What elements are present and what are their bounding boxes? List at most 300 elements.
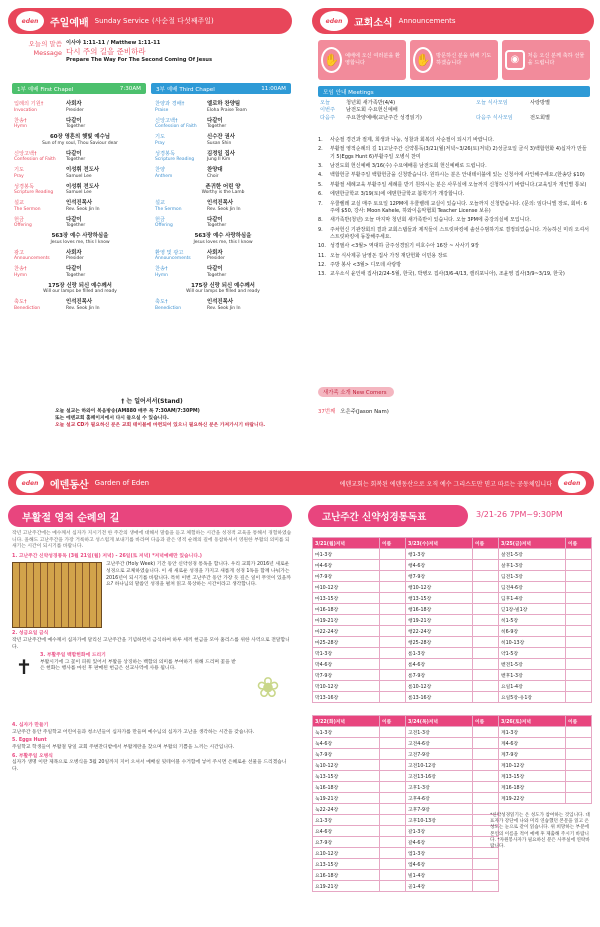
reading-cell: 마13-15장: [313, 593, 380, 604]
order-value: 이성휘 전도사: [66, 167, 100, 173]
reading-cell: 마1-3장: [313, 549, 380, 560]
name-cell[interactable]: [566, 604, 592, 615]
reading-cell: 롬13-16장: [406, 692, 473, 703]
order-label-en: Confession of Faith: [14, 157, 56, 162]
name-cell[interactable]: [566, 670, 592, 681]
reading-cell: 행16-18장: [406, 604, 473, 615]
newcomer-info: 37번째 오은주(Jason Nam): [318, 409, 389, 415]
reading-cell: 딤전4-6장: [499, 582, 566, 593]
reading-cell: 골1-4장: [406, 881, 473, 892]
announcement-item: 13. 교우소식 윤인애 집사(2/24-5월, 한국), 박병오 집사(3/6-4/13, 캘리포니아), 조윤영 집사(3/9~3/19, 한국): [318, 271, 565, 278]
column-header: 이름: [380, 716, 406, 727]
reading-cell: 눅22-24장: [313, 804, 380, 815]
name-cell[interactable]: [380, 881, 406, 892]
announcement-item: 4. 백합헌금 부활주일 백합헌금을 신청받습니다. 원하시는 분은 안내테이블에 있는 신청서에 사인해주세요.(한송당 $10): [318, 172, 585, 179]
reading-cell: 눅13-15장: [313, 771, 380, 782]
order-item: [14, 250, 146, 262]
eden-header: eden 에덴동산 Garden of Eden 에덴교회는 회복된 에덴동산으로 오직 예수 그리스도만 믿고 따르는 공동체입니다 eden: [8, 471, 594, 495]
reading-cell: 고전7-9장: [406, 749, 473, 760]
name-cell[interactable]: [380, 837, 406, 848]
order-value: 다같이: [207, 216, 223, 223]
reading-cell: 히1-5장: [499, 615, 566, 626]
meeting-row: [320, 115, 590, 122]
name-cell[interactable]: [380, 648, 406, 659]
welcome-boxes: ✋ 예배에 오신 여러분을 환영합니다 ✋ 방문하신 분을 위해 기도하겠습니다 ◉ 처음 오신 분께 축하 선물을 드립니다: [318, 40, 590, 80]
column-header: 3/23(수)저녁: [406, 538, 473, 549]
reading-cell: 약1-5장: [499, 648, 566, 659]
table-row: [313, 549, 592, 560]
name-cell[interactable]: [473, 648, 499, 659]
order-label-en: Pray: [14, 173, 24, 179]
order-label: 찬송†: [155, 266, 168, 272]
name-cell[interactable]: [380, 804, 406, 815]
name-cell[interactable]: [566, 582, 592, 593]
order-item: [155, 217, 291, 229]
name-cell[interactable]: [473, 626, 499, 637]
order-value-en: Samuel Lee: [66, 173, 92, 179]
reading-cell: 고후4-6장: [406, 793, 473, 804]
hymn-title: 563장 예수 사랑하심을: [51, 233, 109, 239]
reading-table-top: [312, 537, 592, 703]
order-item: [14, 299, 146, 311]
column-header: 3/21(월)저녁: [313, 538, 380, 549]
order-item: [155, 266, 291, 278]
order-label-en: Confession of Faith: [155, 124, 197, 129]
name-cell[interactable]: [473, 681, 499, 692]
order-label: 찬양과 경배†: [155, 101, 185, 107]
name-cell[interactable]: [473, 771, 499, 782]
worship-title-en: Sunday Service: [94, 17, 149, 25]
reading-cell: 계13-15장: [499, 771, 566, 782]
reading-cell: 막13-16장: [313, 692, 380, 703]
reading-cell: 롬4-6장: [406, 659, 473, 670]
reading-cell: 눅7-9장: [313, 749, 380, 760]
name-cell[interactable]: [473, 582, 499, 593]
reading-cell: 딛1장-빌1장: [499, 604, 566, 615]
order-label: 찬송†: [14, 266, 27, 272]
name-cell[interactable]: [380, 826, 406, 837]
order-label: 설교: [14, 200, 25, 206]
name-cell[interactable]: [380, 626, 406, 637]
name-cell[interactable]: [380, 593, 406, 604]
order-label: 환영 및 광고: [155, 249, 184, 256]
lily-icon: ❀: [256, 670, 280, 704]
worship-title-sub: (사순절 다섯째주일): [151, 17, 214, 25]
reading-cell: 요1-3장: [313, 815, 380, 826]
reading-cell: 마19-21장: [313, 615, 380, 626]
name-cell[interactable]: [380, 637, 406, 648]
order-label: 기도: [14, 167, 25, 173]
table-row: [313, 749, 592, 760]
table-row: [313, 648, 592, 659]
meetings-bar: 모임 안내 Meetings: [318, 86, 590, 97]
order-item: [155, 151, 291, 163]
meeting-when: 오늘: [320, 100, 331, 106]
reading-cell: 막4-6장: [313, 659, 380, 670]
name-cell[interactable]: [380, 859, 406, 870]
order-value: 사회자: [207, 249, 223, 256]
reading-cell: 딤후1-4장: [499, 593, 566, 604]
announcement-item: 8. 새가족반(청년) 오늘 마지막 청년회 새가족반이 있습니다. 오늘 3PM에 중강의실에 모입니다.: [318, 217, 531, 224]
announcement-item: 2. 부활절 영적순례의 길 1)고난주간 신약통독(3/21(월)저녁~3/26(토)저녁) 2)성금요일 금식 3)백합헌화 4)십자가 만들기 5)Eggs Hunt 6)부활주일 오병식 찬미: [318, 146, 587, 160]
name-cell[interactable]: [473, 782, 499, 793]
order-value-en: Rev. Seok Jin In: [66, 206, 100, 212]
hymn-title-en: Sun of my soul, Thou Saviour dear: [42, 140, 118, 146]
table-row: [313, 692, 592, 703]
order-value: 인석진목사: [207, 200, 234, 206]
meeting-when: 이번주: [320, 107, 336, 114]
order-label-en: Offering: [14, 223, 32, 228]
name-cell[interactable]: [380, 549, 406, 560]
reading-cell: 요13-15장: [313, 859, 380, 870]
name-cell[interactable]: [566, 749, 592, 760]
bible-book-grid-icon: [12, 562, 102, 628]
meal-what: 전도회별: [530, 114, 551, 121]
order-value-en: Together: [207, 124, 227, 129]
name-cell[interactable]: [566, 793, 592, 804]
reading-cell: 요일5장-유1장: [499, 692, 566, 703]
name-cell[interactable]: [380, 659, 406, 670]
order-item: [155, 250, 291, 262]
order-label: 축도†: [155, 299, 168, 305]
newcomer-label: 새가족 소개 New Comers: [318, 387, 394, 397]
name-cell[interactable]: [380, 727, 406, 738]
table-row: [313, 571, 592, 582]
reading-cell: 행19-21장: [406, 615, 473, 626]
meeting-when: 다음주: [320, 114, 336, 121]
hymn-title-en: Worthy is the Lamb: [201, 190, 245, 195]
name-cell[interactable]: [566, 637, 592, 648]
name-cell[interactable]: [473, 749, 499, 760]
reading-cell: 마16-18장: [313, 604, 380, 615]
message-label: 오늘의 말씀 Message: [28, 40, 62, 57]
reading-cell: 행22-24장: [406, 626, 473, 637]
name-cell[interactable]: [566, 760, 592, 771]
column-header: 3/26(토)저녁: [499, 716, 566, 727]
order-value: 이성휘 전도사: [66, 183, 100, 190]
name-cell[interactable]: [380, 782, 406, 793]
order-value: 사회자: [66, 249, 82, 256]
announcement-item: 12. 주방 봉사 <3월> 디모데 사랑방: [318, 261, 402, 268]
order-value: 사회자: [66, 101, 82, 107]
meal-when: 다음주 식사모임: [476, 114, 513, 121]
announcement-item: 10. 성경필사 <3월> 역대하 금주성경읽기 여호수아 16장 ~ 사사기 9장: [318, 243, 480, 250]
name-cell[interactable]: [566, 549, 592, 560]
name-cell[interactable]: [380, 870, 406, 881]
reading-title: 고난주간 신약성경통독표: [308, 505, 468, 527]
order-value-en: Rev. Seok Jin In: [66, 305, 100, 311]
announcement-item: 1. 사순절 경건과 절제, 희생과 나눔, 성찰과 회복의 사순절이 되시기 바랍니다.: [318, 137, 494, 143]
column-header: 이름: [566, 538, 592, 549]
table-row: [313, 727, 592, 738]
name-cell[interactable]: [380, 760, 406, 771]
reading-cell: 요7-9장: [313, 837, 380, 848]
order-value: 인석진목사: [207, 299, 234, 305]
name-cell[interactable]: [380, 793, 406, 804]
name-cell[interactable]: [473, 593, 499, 604]
reading-cell: 막1-3장: [313, 648, 380, 659]
table-row: [313, 681, 592, 692]
order-label: 기도: [155, 134, 166, 140]
order-value: 인석진목사: [66, 299, 93, 305]
sermon-notes: 오늘 설교는 하와이 복음방송(AM880 매주 목 7:30AM/7:30PM) 또는 에덴교회 홈페이지에서 다시 들으실 수 있습니다. 오늘 설교 CD가 필요하신 분은 교회 테이블에 마련되어 있으니 필요하신 분은 가져가시기 바랍니다.: [55, 409, 266, 428]
name-cell[interactable]: [380, 692, 406, 703]
order-item: [14, 283, 146, 295]
name-cell[interactable]: [566, 681, 592, 692]
name-cell[interactable]: [566, 560, 592, 571]
reading-cell: 마25-28장: [313, 637, 380, 648]
reading-cell: 빌1-4장: [406, 870, 473, 881]
reading-cell: 눅16-18장: [313, 782, 380, 793]
name-cell[interactable]: [473, 727, 499, 738]
reading-cell: 눅10-12장: [313, 760, 380, 771]
order-value-en: Susan Shin: [207, 140, 232, 146]
name-cell[interactable]: [566, 648, 592, 659]
stand-note: † 는 일어서서(Stand): [121, 398, 183, 405]
reading-dates: 3/21-26 7PM~9:30PM: [476, 510, 563, 519]
cross-icon: ✝: [15, 654, 33, 679]
reading-cell: 롬1-3장: [406, 648, 473, 659]
reading-table-bottom: [312, 715, 592, 892]
order-item: [155, 134, 291, 146]
name-cell[interactable]: [473, 881, 499, 892]
order-item: [14, 151, 146, 163]
reading-cell: 눅4-6장: [313, 738, 380, 749]
announcement-list: [318, 137, 590, 281]
reading-cell: 요16-18장: [313, 870, 380, 881]
announcement-item: 11. 오늘 식사제공 남영돈 집사 가정 재단헌화 이민용 장로: [318, 252, 448, 259]
name-cell[interactable]: [473, 859, 499, 870]
order-item: [155, 184, 291, 196]
order-label: 축도†: [14, 299, 27, 305]
reading-cell: 행7-9장: [406, 571, 473, 582]
order-value: 다같이: [66, 150, 82, 157]
meeting-what: 남전도회 수요헌신예배: [346, 107, 398, 114]
handshake-icon: ✋: [321, 47, 342, 73]
reading-cell: 고전4-6장: [406, 738, 473, 749]
order-value: 다같이: [66, 266, 82, 272]
order-label: 헌금: [14, 216, 25, 223]
order-item: [155, 299, 291, 311]
meeting-what: 청년회 새가족반(4/4): [346, 100, 396, 106]
order-item: [14, 118, 146, 130]
meeting-what: 주요찬양예배(교난주간 성경읽기): [346, 114, 422, 121]
eden-logo-icon: eden: [16, 11, 44, 31]
order-value-en: Rev. Seok Jin In: [207, 305, 241, 311]
name-cell[interactable]: [380, 848, 406, 859]
reading-cell: 롬7-9장: [406, 670, 473, 681]
pilgrim-body: 작년 고난주간에는 예수께서 십자가 지시기전 한 주간의 생애에 대해서 말씀을 듣고 체험하는 시간을 성경적 교육을 통해서 경험하였습니다. 올해도 고난주간을 가장 거룩하고 성스럽게 보내기를 바라며 다음과 같은 영적 순례의 길에 동참하셔서 영원한 부활의 의미를 되새기는 시간이 되시기를 바랍니다. 1. 고난주간 신약성경통독 (3월 21일(월) 저녁) - 26일(토 저녁) *저녁예배만 있습니다.) 고난주간 (Holy Week) 기간 동안 신약성경 통독을 합니다. 우리 교회가 2016년 새로운 성경으로 교체하였습니다. 이 새 새로운 성경을 가지고 새롭게 성경 1독을 함께 나눠가는 2016년이 되시기를 바랍니다. 특히 이번 고난주간 동안 가장 듯 깊은 일이 무엇이 있을까요? 하나님의 말씀인 성경을 펼쳐 읽고 묵상하는 시간이라고 생각합니다. 2. 성금요일 금식 작년 고난주간에 예수께서 십자가에 달리신 고난주간을 기념하면서 금식하여 하루 세끼 헌금을 모아 홈리스를 위한 사역으로 전달합니다. ✝ 3. 부활주일 백합헌화에 드리기 부활시기에 그 꽃이 피워 있어서 부활을 상징하는 백합의 의미를 부여하기 위해 드리며 꽃을 받은 헌화는 행사를 마친 후 판매된 헌금은 선교사역에 사용 됩니다. ❀ 4. 십자가 만들기 고난주간 동안 주일학교 어린이들과 청소년들이 십자가를 만들며 예수님의 십자가 고난을 생각하는 시간을 갖습니다. 5. Eggs Hunt 주일학교 학생들이 부활절 당일 교회 주변잔디밭에서 부활계란을 찾으며 부활의 기쁨을 느끼는 시간입니다. 6. 부활주일 오병식 십자가 생명 이란 제목으로 오병식을 3월 20일까지 지어 오셔서 예배실 뒷테이블 수거함에 넣어 주시면 은혜로운 선물을 드리겠습니다.: [12, 531, 292, 772]
column-header: 이름: [473, 538, 499, 549]
name-cell[interactable]: [380, 771, 406, 782]
name-cell[interactable]: [566, 615, 592, 626]
name-cell[interactable]: [380, 670, 406, 681]
column-header: 이름: [473, 716, 499, 727]
order-label-en: Scripture Reading: [14, 190, 54, 195]
table-row: [313, 881, 592, 892]
name-cell[interactable]: [473, 571, 499, 582]
order-label-en: Hymn: [14, 124, 27, 129]
name-cell[interactable]: [566, 626, 592, 637]
order-item: [14, 101, 146, 113]
name-cell[interactable]: [473, 692, 499, 703]
worship-header: [8, 8, 292, 34]
table-row: [313, 782, 592, 793]
order-label-en: Benediction: [14, 305, 41, 311]
hymn-title-en: Will our lamps be filled and ready: [43, 289, 117, 294]
column-header: 3/24(목)저녁: [406, 716, 473, 727]
name-cell[interactable]: [566, 727, 592, 738]
order-label-en: Anthem: [155, 173, 173, 179]
order-label: 광고: [14, 249, 25, 256]
name-cell[interactable]: [380, 681, 406, 692]
table-row: [313, 859, 592, 870]
name-cell[interactable]: [566, 593, 592, 604]
reading-cell: 히6-9장: [499, 626, 566, 637]
order-label-en: The Sermon: [155, 206, 182, 212]
order-value: 찬양대: [207, 167, 223, 173]
reading-cell: 요일1-4장: [499, 681, 566, 692]
name-cell[interactable]: [380, 749, 406, 760]
reading-cell: 마10-12장: [313, 582, 380, 593]
name-cell[interactable]: [380, 560, 406, 571]
table-row: [313, 626, 592, 637]
name-cell[interactable]: [473, 659, 499, 670]
reading-cell: 막10-12장: [313, 681, 380, 692]
sermon-title: 다시 주의 길을 준비하라: [66, 47, 146, 56]
order-item: [155, 283, 291, 295]
order-value: 다같이: [66, 117, 82, 124]
name-cell[interactable]: [473, 549, 499, 560]
table-row: [313, 870, 592, 881]
reading-cell: 벧전1-5장: [499, 659, 566, 670]
order-value: 다같이: [207, 266, 223, 272]
reading-cell: 고전13-16장: [406, 771, 473, 782]
column-header: 3/25(금)저녁: [499, 538, 566, 549]
hymn-title: 175장 신랑 되신 예수께서: [191, 282, 255, 289]
order-value: 엘로하 찬양팀: [207, 101, 241, 107]
name-cell[interactable]: [380, 571, 406, 582]
order-item: [14, 200, 146, 212]
order-label-en: Invocation: [14, 107, 37, 113]
meal-when: 오늘 식사모임: [476, 100, 508, 106]
reading-cell: 벧후1-3장: [499, 670, 566, 681]
hymn-title: 563장 예수 사랑하심을: [194, 233, 252, 239]
name-cell[interactable]: [566, 738, 592, 749]
name-cell[interactable]: [473, 870, 499, 881]
name-cell[interactable]: [473, 560, 499, 571]
table-row: [313, 670, 592, 681]
order-item: [14, 233, 146, 245]
reading-cell: 행1-3장: [406, 549, 473, 560]
table-row: [313, 593, 592, 604]
announcement-item: 9. 주차헌신 기관장회의 결과 교회스탭들과 제직들이 스트릿파킹에 솔선수범하기로 결정되었습니다. 가능하신 미리 오셔서 스트릿파킹에 동참해주세요.: [318, 226, 589, 240]
column-header: 이름: [380, 538, 406, 549]
announcement-item: 6. 에덴한글학교 3/19(토)에 에덴한글학교 봄학기가 개강합니다.: [318, 191, 465, 198]
name-cell[interactable]: [380, 604, 406, 615]
name-cell[interactable]: [473, 793, 499, 804]
first-chapel-order: [14, 101, 146, 316]
order-item: [14, 167, 146, 179]
reading-cell: 마22-24장: [313, 626, 380, 637]
order-value: 김정일 집사: [207, 150, 235, 157]
name-cell[interactable]: [566, 692, 592, 703]
eden-logo-icon: eden: [558, 473, 586, 493]
name-cell[interactable]: [473, 738, 499, 749]
name-cell[interactable]: [566, 571, 592, 582]
hymn-title-en: Jesus loves me, this I know: [50, 239, 110, 245]
order-label-en: Offering: [155, 223, 173, 228]
name-cell[interactable]: [380, 582, 406, 593]
eden-motto: 에덴교회는 회복된 에덴동산으로 오직 예수 그리스도만 믿고 따르는 공동체입니다: [339, 480, 552, 488]
third-chapel-bar: 3부 예배 Third Chapel 11:00AM: [151, 83, 291, 94]
order-label: 찬양: [155, 167, 166, 173]
order-value-en: Rev. Seok Jin In: [207, 206, 241, 212]
order-label: 신앙고백†: [155, 117, 178, 124]
name-cell[interactable]: [380, 815, 406, 826]
order-label-en: The Sermon: [14, 206, 41, 212]
reading-cell: 갈4-6장: [406, 837, 473, 848]
order-label: 성경봉독: [14, 183, 35, 190]
order-label-en: Announcements: [14, 256, 50, 261]
announcement-item: 7. 우쿨렐레 교실 매주 토요일 12PM에 우쿨렐레 교실이 있습니다. 오늘까지 신청받습니다. (문의: 임다니엘 장로, 회비: 6주에 $50, 강사: Moon Kahele, 하와이음악협회 Teacher License 보유): [318, 200, 587, 214]
name-cell[interactable]: [380, 738, 406, 749]
announce-header: eden 교회소식 Announcements: [312, 8, 594, 34]
announcement-item: 3. 남전도회 헌신예배 3/16(수) 수요예배를 남전도회 헌신예배로 드립니다.: [318, 162, 487, 169]
name-cell[interactable]: [566, 771, 592, 782]
order-value-en: Together: [66, 157, 86, 162]
reading-cell: 살전1-5장: [499, 549, 566, 560]
reading-cell: 요19-21장: [313, 881, 380, 892]
order-value-en: Jung Il Kim: [207, 157, 231, 162]
table-row: [313, 738, 592, 749]
first-chapel-bar: 1부 예배 First Chapel 7:30AM: [12, 83, 146, 94]
reading-cell: 엡4-6장: [406, 859, 473, 870]
eden-logo-icon: eden: [320, 11, 348, 31]
order-value-en: Together: [66, 223, 86, 228]
reading-cell: 고후7-9장: [406, 804, 473, 815]
announcement-item: 5. 부활절 세례교육 부활주일 세례를 받기 원하시는 분은 사무실에 오늘까지 신청하시기 바랍니다.(교육일자 개인별 통보): [318, 181, 587, 188]
order-label-en: Announcements: [155, 256, 191, 261]
table-row: [313, 793, 592, 804]
third-chapel-order: [155, 101, 291, 316]
hymn-title: 175장 신랑 되신 예수께서: [48, 282, 112, 289]
order-value: 다같이: [66, 216, 82, 223]
name-cell[interactable]: [566, 782, 592, 793]
reading-cell: 마4-6장: [313, 560, 380, 571]
meeting-row: [320, 107, 590, 114]
order-value-en: Together: [207, 223, 227, 228]
name-cell[interactable]: [473, 760, 499, 771]
order-item: [155, 200, 291, 212]
name-cell[interactable]: [473, 637, 499, 648]
name-cell[interactable]: [473, 670, 499, 681]
name-cell[interactable]: [380, 615, 406, 626]
order-label-en: Pray: [155, 140, 165, 146]
name-cell[interactable]: [473, 604, 499, 615]
order-label: 성경봉독: [155, 150, 176, 157]
name-cell[interactable]: [566, 659, 592, 670]
order-value-en: Choir: [207, 173, 219, 179]
name-cell[interactable]: [473, 615, 499, 626]
reading-cell: 살후1-3장: [499, 560, 566, 571]
reading-cell: 고전1-3장: [406, 727, 473, 738]
eden-logo-icon: eden: [16, 473, 44, 493]
reading-cell: 히10-13장: [499, 637, 566, 648]
order-item: [155, 101, 291, 113]
order-label: 설교: [155, 200, 166, 206]
column-header: 이름: [566, 716, 592, 727]
